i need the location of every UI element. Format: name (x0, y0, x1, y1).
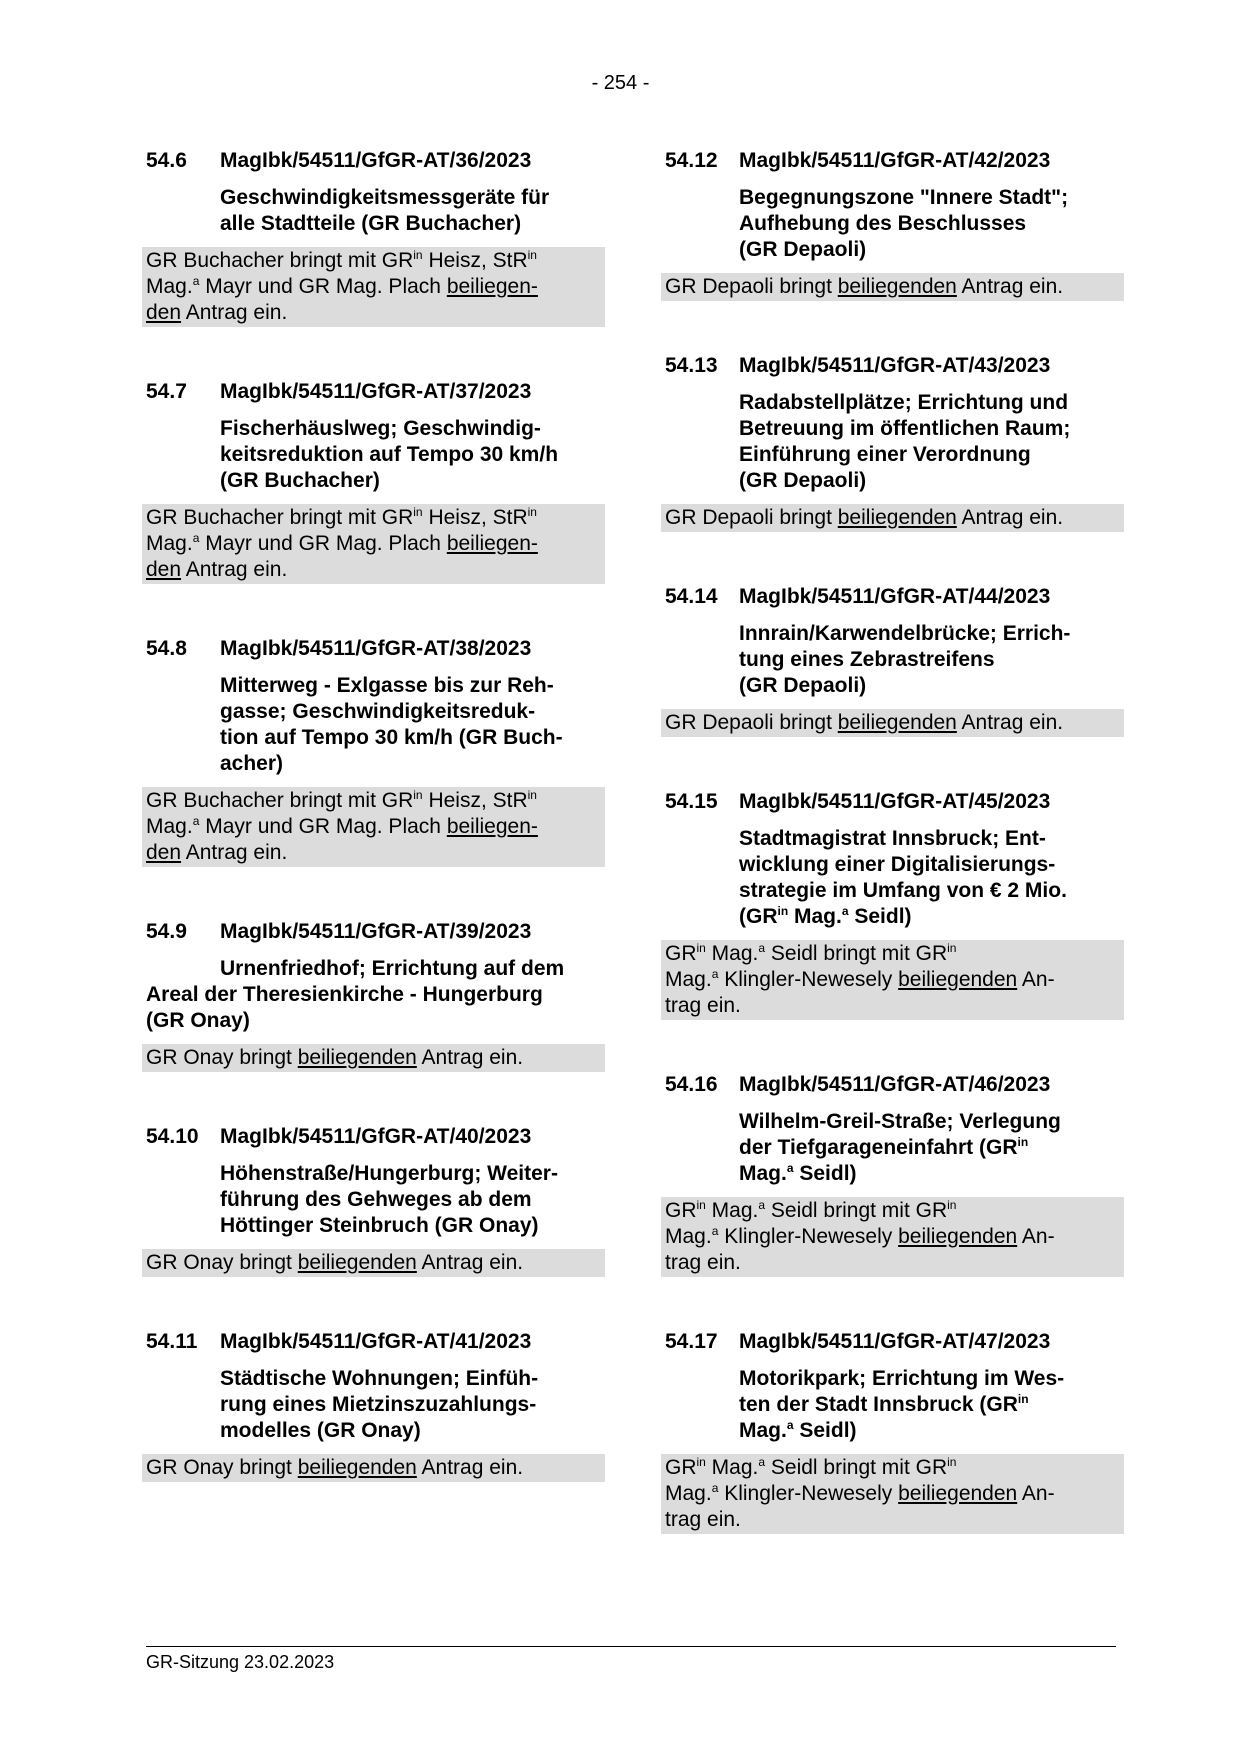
item-reference: MagIbk/54511/GfGR-AT/46/2023 (739, 1073, 1051, 1096)
agenda-item (665, 584, 1120, 737)
agenda-item (665, 148, 1120, 301)
agenda-item (146, 636, 601, 867)
item-heading (665, 1329, 1120, 1355)
item-reference: MagIbk/54511/GfGR-AT/36/2023 (220, 149, 532, 172)
item-body: $GR^{in}$ Mag.$^a$ Seidl bringt mit $GR^{in}$ Mag.$^a$ Klingler-Newesely beiliegenden An- trag ein. (661, 1454, 1124, 1534)
agenda-item (146, 1329, 601, 1482)
agenda-item (146, 919, 601, 1072)
item-title: Geschwindigkeitsmessgeräte für alle Stadtteile (GR Buchacher) (220, 186, 550, 235)
item-number: 54.6 (146, 149, 187, 172)
item-heading (665, 789, 1120, 815)
item-number: 54.8 (146, 637, 187, 660)
item-body: GR Depaoli bringt beiliegenden Antrag ein. (661, 709, 1124, 737)
item-body: GR Buchacher bringt mit $GR^{in}$ Heisz, StR$^{in}$ Mag.$^a$ Mayr und GR Mag. Plach beiliegen- den Antrag ein. (142, 504, 605, 584)
item-number: 54.13 (665, 354, 718, 377)
footer-text: GR-Sitzung 23.02.2023 (146, 1652, 335, 1672)
item-number: 54.15 (665, 790, 718, 813)
item-heading (146, 148, 601, 174)
agenda-item (665, 789, 1120, 1020)
item-heading (146, 379, 601, 405)
item-title: Höhenstraße/Hungerburg; Weiter- führung des Gehweges ab dem Höttinger Steinbruch (GR Onay) (220, 1162, 558, 1237)
item-reference: MagIbk/54511/GfGR-AT/43/2023 (739, 354, 1051, 377)
item-title: Begegnungszone "Innere Stadt"; Aufhebung des Beschlusses (GR Depaoli) (739, 186, 1069, 261)
item-reference: MagIbk/54511/GfGR-AT/39/2023 (220, 920, 532, 943)
item-heading (665, 1072, 1120, 1098)
item-body: $GR^{in}$ Mag.$^a$ Seidl bringt mit $GR^{in}$ Mag.$^a$ Klingler-Newesely beiliegenden An- trag ein. (661, 1197, 1124, 1277)
item-body: GR Depaoli bringt beiliegenden Antrag ein. (661, 504, 1124, 532)
footer-divider (146, 1646, 1116, 1647)
item-body: GR Onay bringt beiliegenden Antrag ein. (142, 1454, 605, 1482)
item-title: Radabstellplätze; Errichtung und Betreuung im öffentlichen Raum; Einführung einer Verordnung (GR Depaoli) (739, 391, 1071, 492)
item-heading (665, 148, 1120, 174)
item-heading (146, 1329, 601, 1355)
item-title: Stadtmagistrat Innsbruck; Ent- wicklung einer Digitalisierungs- strategie im Umfang von € 2 Mio. ($GR^{in}$ Mag.$^a$ Seidl) (739, 827, 1067, 928)
item-reference: MagIbk/54511/GfGR-AT/41/2023 (220, 1330, 532, 1353)
item-reference: MagIbk/54511/GfGR-AT/38/2023 (220, 637, 532, 660)
item-body: GR Depaoli bringt beiliegenden Antrag ein. (661, 273, 1124, 301)
item-number: 54.14 (665, 585, 718, 608)
item-number: 54.9 (146, 920, 187, 943)
left-column (146, 148, 601, 1534)
item-body: GR Buchacher bringt mit $GR^{in}$ Heisz, StR$^{in}$ Mag.$^a$ Mayr und GR Mag. Plach beiliegen- den Antrag ein. (142, 787, 605, 867)
item-title: Innrain/Karwendelbrücke; Errich- tung eines Zebrastreifens (GR Depaoli) (739, 622, 1071, 697)
item-body: GR Buchacher bringt mit $GR^{in}$ Heisz, StR$^{in}$ Mag.$^a$ Mayr und GR Mag. Plach beiliegen- den Antrag ein. (142, 247, 605, 327)
item-number: 54.7 (146, 380, 187, 403)
item-reference: MagIbk/54511/GfGR-AT/47/2023 (739, 1330, 1051, 1353)
item-number: 54.16 (665, 1073, 718, 1096)
item-body: GR Onay bringt beiliegenden Antrag ein. (142, 1249, 605, 1277)
page-number: - 254 - (591, 72, 650, 94)
item-reference: MagIbk/54511/GfGR-AT/45/2023 (739, 790, 1051, 813)
item-heading (665, 584, 1120, 610)
agenda-item (146, 148, 601, 327)
item-heading (665, 353, 1120, 379)
item-heading (146, 636, 601, 662)
item-heading (146, 919, 601, 945)
agenda-item (146, 1124, 601, 1277)
item-reference: MagIbk/54511/GfGR-AT/40/2023 (220, 1125, 532, 1148)
item-heading (146, 1124, 601, 1150)
item-number: 54.11 (146, 1330, 198, 1353)
agenda-item (665, 353, 1120, 532)
item-title: Wilhelm-Greil-Straße; Verlegung der Tiefgarageneinfahrt ($GR^{in}$ Mag.$^a$ Seidl) (739, 1110, 1061, 1185)
item-body: GR Onay bringt beiliegenden Antrag ein. (142, 1044, 605, 1072)
right-column (665, 148, 1120, 1586)
item-reference: MagIbk/54511/GfGR-AT/37/2023 (220, 380, 532, 403)
agenda-item (665, 1329, 1120, 1534)
item-title: Fischerhäuslweg; Geschwindig- keitsreduktion auf Tempo 30 km/h (GR Buchacher) (220, 417, 559, 492)
item-title: Urnenfriedhof; Errichtung auf dem Areal der Theresienkirche - Hungerburg (GR Onay) (146, 957, 565, 1032)
item-body: $GR^{in}$ Mag.$^a$ Seidl bringt mit $GR^{in}$ Mag.$^a$ Klingler-Newesely beiliegenden An- trag ein. (661, 940, 1124, 1020)
item-title: Motorikpark; Errichtung im Wes- ten der Stadt Innsbruck ($GR^{in}$ Mag.$^a$ Seidl) (739, 1367, 1065, 1442)
item-reference: MagIbk/54511/GfGR-AT/42/2023 (739, 149, 1051, 172)
item-title: Städtische Wohnungen; Einfüh- rung eines Mietzinszuzahlungs- modelles (GR Onay) (220, 1367, 539, 1442)
agenda-item (146, 379, 601, 584)
agenda-item (665, 1072, 1120, 1277)
item-number: 54.17 (665, 1330, 718, 1353)
item-reference: MagIbk/54511/GfGR-AT/44/2023 (739, 585, 1051, 608)
item-title: Mitterweg - Exlgasse bis zur Reh- gasse; Geschwindigkeitsreduk- tion auf Tempo 30 km/h (GR Buch- acher) (220, 674, 563, 775)
item-number: 54.10 (146, 1125, 199, 1148)
item-number: 54.12 (665, 149, 718, 172)
